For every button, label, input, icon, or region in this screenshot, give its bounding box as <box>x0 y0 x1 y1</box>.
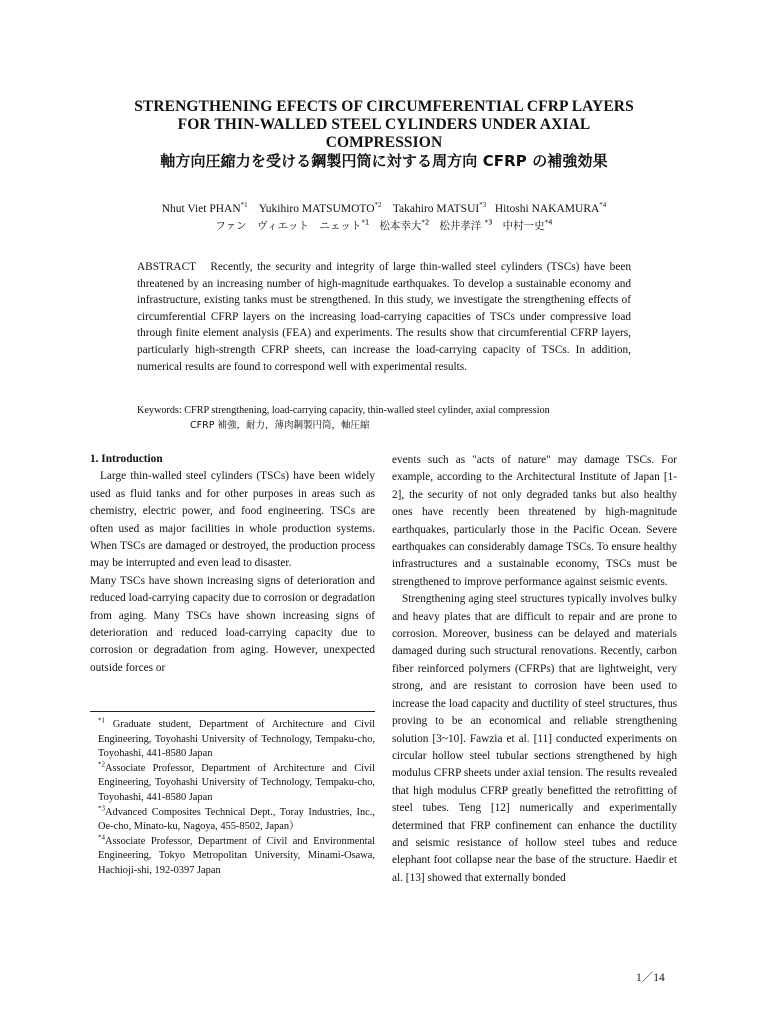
author-name: Nhut Viet PHAN <box>161 203 241 215</box>
footnote <box>98 835 375 879</box>
title-line-jp: 軸方向圧縮力を受ける鋼製円筒に対する周方向 CFRP の補強効果 <box>160 152 608 170</box>
footnote-text: Associate Professor, Department of Civil and Environmental Engineering, Tokyo Metropolitan University, Minami-Osawa, Hachioji-shi, 192-0397 Japan <box>98 835 375 876</box>
author-mark: *2 <box>421 218 430 227</box>
author-name-jp: ファン ヴィエット ニェット <box>215 220 362 232</box>
paper-title <box>60 98 708 170</box>
author-name: Yukihiro MATSUMOTO <box>258 203 375 215</box>
left-column <box>90 451 375 677</box>
author-name: Takahiro MATSUI <box>392 203 480 215</box>
abstract: ABSTRACT Recently, the security and integrity of large thin-walled steel cylinders (TSCs) have been threatened by an increasing number of high-magnitude earthquakes. To develop a sustainable economy and infrastructure, existing tanks must be strengthened. In this study, we investigate the strengthening effects of circumferential CFRP layers on the increasing load-carrying capacities of TSCs under compressive load through finite element analysis (FEA) and experiments. The results show that circumferential CFRP layers, particularly high-strength CFRP sheets, can increase the load-carrying capacity of TSCs. In addition, numerical results are found to correspond well with experimental results. <box>137 261 631 373</box>
footnote-text: Graduate student, Department of Architecture and Civil Engineering, Toyohashi University of Technology, Tempaku-cho, Toyohashi, 441-8580 Japan <box>98 719 375 760</box>
author-name-jp: 中村一史 <box>502 220 545 232</box>
page-number: 1／14 <box>636 972 665 984</box>
footnote-mark: *2 <box>98 760 105 769</box>
section-heading: 1. Introduction <box>90 453 163 465</box>
footnote <box>98 762 375 806</box>
title-line-1: STRENGTHENING EFECTS OF CIRCUMFERENTIAL CFRP LAYERS <box>134 98 634 115</box>
paragraph: Large thin-walled steel cylinders (TSCs) have been widely used as fluid tanks and for other purposes in areas such as chemistry, electric power, and food engineering. TSCs are often used as major facilities in whole production systems. When TSCs are damaged or destroyed, the production process may be interrupted and even lead to disaster. <box>90 470 375 570</box>
author-block <box>60 201 708 235</box>
author-name-jp: 松本幸大 <box>379 220 422 232</box>
footnote-text: Associate Professor, Department of Architecture and Civil Engineering, Toyohashi University of Technology, Tempaku-cho, Toyohashi, 441-8580 Japan <box>98 762 375 803</box>
author-mark: *4 <box>599 201 607 210</box>
footnote-mark: *4 <box>98 833 105 842</box>
title-line-3: COMPRESSION <box>325 134 443 151</box>
author-mark: *1 <box>240 201 248 210</box>
author-mark: *1 <box>361 218 370 227</box>
right-column <box>392 452 677 887</box>
keywords <box>137 403 637 433</box>
paragraph: Many TSCs have shown increasing signs of deterioration and reduced load-carrying capacity due to corrosion or degradation from aging. Many TSCs have shown increasing signs of deterioration and reduced load-carrying capacity due to corrosion or degradation from aging. However, unexpected outside forces or <box>90 574 375 674</box>
footnote-mark: *3 <box>98 804 105 813</box>
footnote-divider <box>90 711 375 712</box>
author-mark: *4 <box>544 218 553 227</box>
author-mark: *2 <box>374 201 382 210</box>
author-mark: *3 <box>479 201 487 210</box>
footnote-text: Advanced Composites Technical Dept., Toray Industries, Inc., Oe-cho, Minato-ku, Nagoya, 455-8502, Japan） <box>98 806 375 833</box>
authors-jp <box>60 218 708 235</box>
keywords-en: Keywords: CFRP strengthening, load-carrying capacity, thin-walled steel cylinder, axial compression <box>137 405 550 416</box>
authors-en <box>60 201 708 218</box>
keywords-jp: CFRP 補強，耐力，薄肉鋼製円筒，軸圧縮 <box>190 420 370 431</box>
paragraph: Strengthening aging steel structures typically involves bulky and heavy plates that are difficult to repair and are prone to corrosion. Moreover, business can be delayed and materials damaged during such structural renovations. Recently, carbon fiber reinforced polymers (CFRPs) that are lightweight, very strong, and are resistant to corrosion have been used to increase the load capacity and ductility of steel structures, thus proving to be an economical and reliable strengthening solution [3~10]. Fawzia et al. [11] conducted experiments on circular hollow steel tubular sections strengthened by high modulus CFRP sheets under axial tension. The results revealed that high modulus CFRP greatly benefitted the retrofitting of steel tubes. Teng [12] numerically and experimentally determined that FRP confinement can enhance the ductility and seismic resistance of hollow steel tubes and reduce elephant foot collapse near the base of the structure. Haedir et al. [13] showed that externally bonded <box>392 593 677 884</box>
footnotes <box>98 718 375 879</box>
footnote <box>98 806 375 835</box>
footnote <box>98 718 375 762</box>
author-mark: *3 <box>484 218 493 227</box>
author-name-jp: 松井孝洋 <box>439 220 482 232</box>
paragraph: events such as "acts of nature" may damage TSCs. For example, according to the Architectural Institute of Japan [1-2], the security of not only degraded tanks but also healthy ones have recently been threatened by high-magnitude earthquakes, particularly those in the Pacific Ocean. Severe earthquakes can considerably damage TSCs. To ensure healthy infrastructures and a sustainable economy, TSCs must be strengthened to improve performance against seismic events. <box>392 454 677 588</box>
title-line-2: FOR THIN-WALLED STEEL CYLINDERS UNDER AXIAL <box>177 116 591 133</box>
footnote-mark: *1 <box>98 716 105 725</box>
author-name: Hitoshi NAKAMURA <box>494 203 600 215</box>
